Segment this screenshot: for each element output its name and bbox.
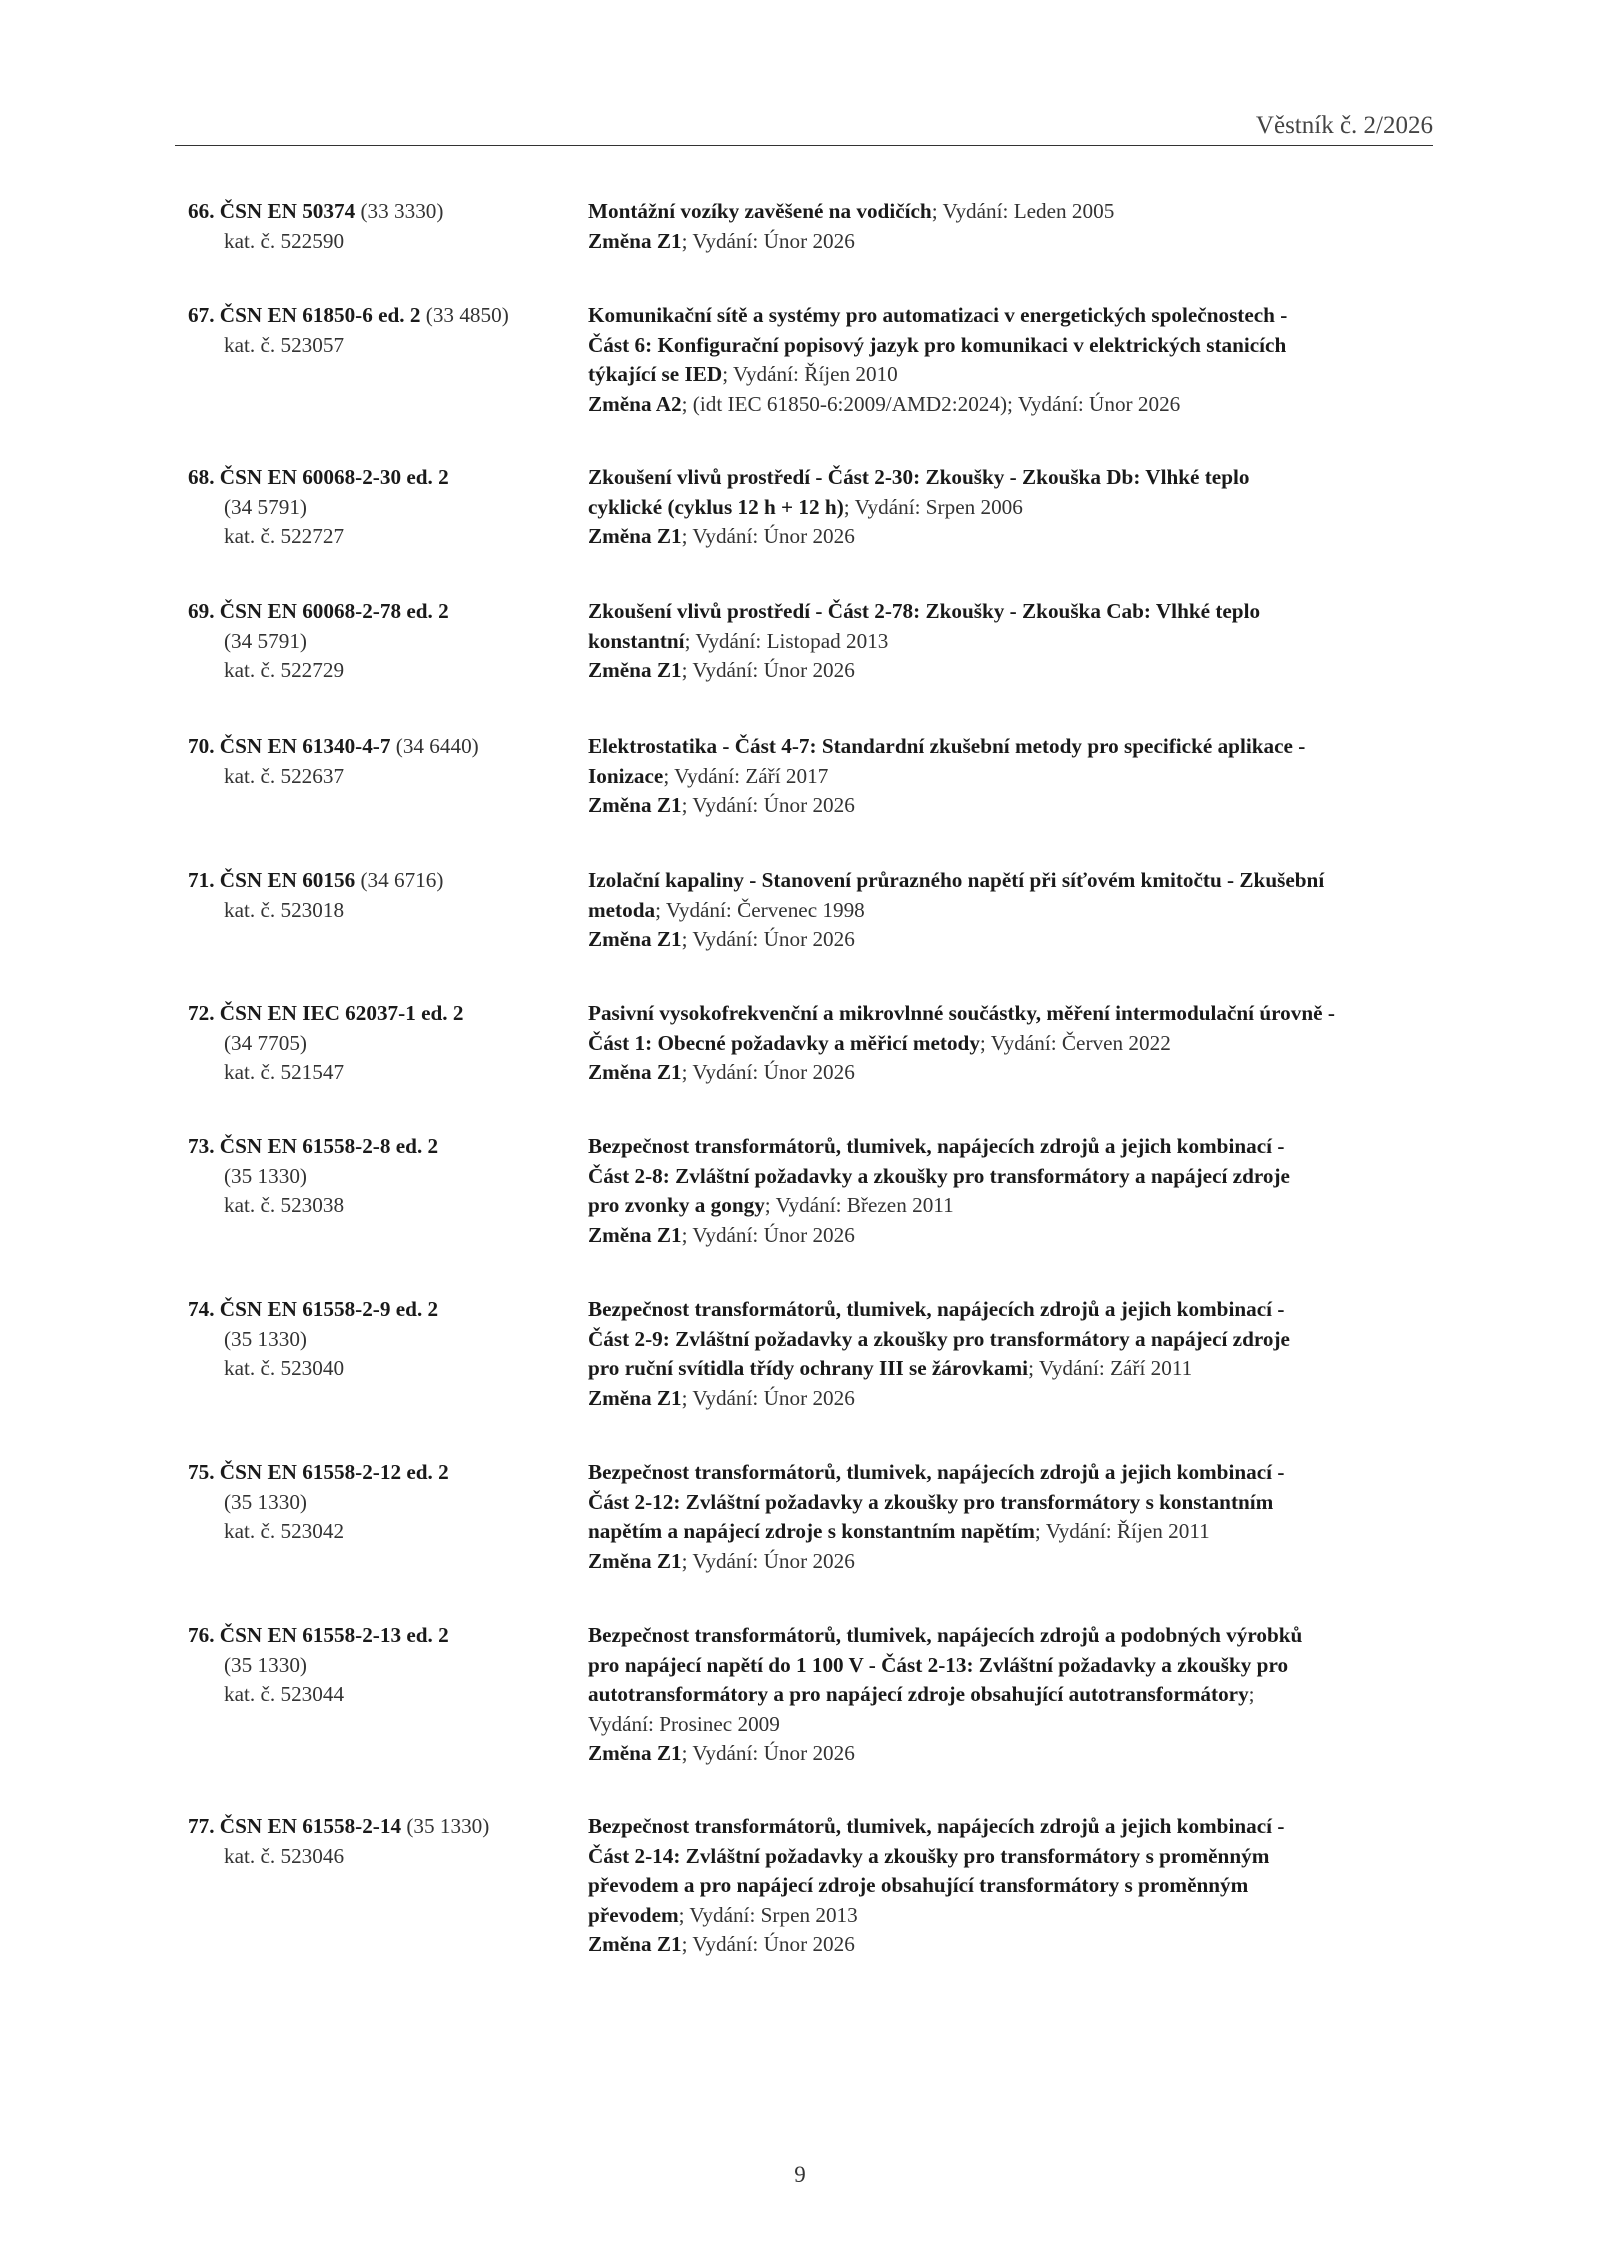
designation-line: [188, 732, 578, 762]
title-line: [588, 522, 1438, 552]
title-plain-text: ; (idt IEC 61850-6:2009/AMD2:2024); Vydání: Únor 2026: [681, 391, 1181, 416]
title-bold-text: Zkoušení vlivů prostředí - Část 2-30: Zkoušky - Zkouška Db: Vlhké teplo: [588, 465, 1250, 489]
designation-detail: (34 7705): [224, 1030, 307, 1055]
title-bold-text: Změna Z1: [588, 927, 682, 951]
title-bold-text: metoda: [588, 897, 656, 922]
title-bold-text: Změna Z1: [588, 1060, 682, 1084]
designation-detail: kat. č. 523046: [224, 1843, 345, 1868]
standard-designation: [188, 1295, 578, 1384]
title-line: [588, 1221, 1438, 1251]
title-line: [588, 1191, 1438, 1221]
title-bold-text: Část 2-9: Zvláštní požadavky a zkoušky pro transformátory a napájecí zdroje: [588, 1326, 1290, 1351]
standard-designation: [188, 732, 578, 791]
title-bold-text: Izolační kapaliny - Stanovení průrazného napětí při síťovém kmitočtu - Zkušební: [588, 868, 1325, 892]
standard-title: [588, 1295, 1438, 1413]
title-plain-text: ; Vydání: Únor 2026: [681, 1385, 855, 1410]
title-line: [588, 597, 1438, 627]
title-line: [588, 1547, 1438, 1577]
standard-code: ČSN EN 60156: [219, 868, 356, 892]
standard-code: ČSN EN 61558-2-8 ed. 2: [219, 1134, 439, 1158]
title-bold-text: Část 2-8: Zvláštní požadavky a zkoušky pro transformátory a napájecí zdroje: [588, 1163, 1290, 1188]
title-line: [588, 1930, 1438, 1960]
title-bold-text: pro napájecí napětí do 1 100 V - Část 2-13: Zvláštní požadavky a zkoušky pro: [588, 1652, 1289, 1677]
title-bold-text: Změna Z1: [588, 1548, 682, 1573]
title-line: [588, 1812, 1438, 1842]
title-bold-text: Bezpečnost transformátorů, tlumivek, napájecích zdrojů a podobných výrobků: [588, 1623, 1303, 1647]
title-line: [588, 463, 1438, 493]
title-plain-text: ; Vydání: Září 2011: [1028, 1356, 1193, 1380]
title-bold-text: Bezpečnost transformátorů, tlumivek, napájecích zdrojů a jejich kombinací -: [588, 1134, 1285, 1158]
standard-code: ČSN EN 61340-4-7: [219, 734, 391, 758]
entry-number: 74.: [188, 1297, 215, 1321]
title-bold-text: Změna Z1: [588, 228, 682, 253]
title-bold-text: pro ruční svítidla třídy ochrany III se žárovkami: [588, 1356, 1029, 1380]
designation-line: [188, 1812, 578, 1842]
title-bold-text: cyklické (cyklus 12 h + 12 h): [588, 494, 844, 519]
standard-title: [588, 1132, 1438, 1250]
entry-number: 77.: [188, 1814, 215, 1838]
designation-line: [188, 866, 578, 896]
standard-designation: [188, 999, 578, 1088]
designation-detail: kat. č. 523044: [224, 1682, 345, 1706]
title-line: [588, 1651, 1438, 1681]
title-line: [588, 999, 1438, 1029]
title-plain-text: ; Vydání: Únor 2026: [681, 1741, 855, 1765]
title-line: [588, 925, 1438, 955]
title-line: [588, 866, 1438, 896]
title-bold-text: Bezpečnost transformátorů, tlumivek, napájecích zdrojů a jejich kombinací -: [588, 1460, 1285, 1484]
title-bold-text: Část 2-14: Zvláštní požadavky a zkoušky pro transformátory s proměnným: [588, 1843, 1270, 1868]
title-bold-text: Pasivní vysokofrekvenční a mikrovlnné součástky, měření intermodulační úrovně -: [588, 1001, 1335, 1025]
title-line: [588, 301, 1438, 331]
designation-line: [188, 301, 578, 331]
designation-line: [188, 463, 578, 493]
designation-line: [188, 1132, 578, 1162]
title-line: [588, 1295, 1438, 1325]
title-plain-text: ; Vydání: Leden 2005: [931, 199, 1115, 223]
designation-detail: kat. č. 521547: [224, 1060, 345, 1084]
designation-detail: kat. č. 523040: [224, 1356, 345, 1380]
title-plain-text: ; Vydání: Srpen 2006: [843, 494, 1023, 519]
designation-detail: kat. č. 523038: [224, 1193, 345, 1217]
title-plain-text: ; Vydání: Únor 2026: [681, 1548, 855, 1573]
standard-code: ČSN EN 61558-2-13 ed. 2: [219, 1623, 449, 1647]
designation-detail: kat. č. 522590: [224, 228, 345, 253]
title-bold-text: Bezpečnost transformátorů, tlumivek, napájecích zdrojů a jejich kombinací -: [588, 1814, 1285, 1838]
title-bold-text: pro zvonky a gongy: [588, 1193, 765, 1217]
title-bold-text: Elektrostatika - Část 4-7: Standardní zkušební metody pro specifické aplikace -: [588, 734, 1306, 758]
title-line: [588, 1842, 1438, 1872]
title-line: [588, 1325, 1438, 1355]
title-line: [588, 896, 1438, 926]
designation-line: [188, 1621, 578, 1651]
title-line: [588, 1384, 1438, 1414]
standard-designation: [188, 463, 578, 552]
standard-title: [588, 597, 1438, 686]
title-plain-text: Vydání: Prosinec 2009: [588, 1711, 780, 1736]
title-bold-text: Změna Z1: [588, 524, 682, 548]
standard-designation: [188, 1132, 578, 1221]
page-number: 9: [794, 2162, 806, 2187]
designation-detail: kat. č. 522727: [224, 524, 345, 548]
title-plain-text: ;: [1248, 1682, 1255, 1706]
designation-detail: (35 1330): [224, 1163, 307, 1188]
standard-code: ČSN EN 60068-2-30 ed. 2: [219, 465, 449, 489]
title-bold-text: Část 1: Obecné požadavky a měřicí metody: [588, 1030, 980, 1055]
title-plain-text: ; Vydání: Září 2017: [663, 763, 829, 788]
designation-detail: kat. č. 522637: [224, 763, 345, 788]
title-plain-text: ; Vydání: Červen 2022: [979, 1030, 1171, 1055]
entry-number: 69.: [188, 599, 215, 623]
title-line: [588, 360, 1438, 390]
standard-title: [588, 1621, 1438, 1769]
standard-designation: [188, 597, 578, 686]
entry-number: 67.: [188, 303, 215, 327]
title-bold-text: Ionizace: [588, 763, 664, 788]
title-bold-text: Změna Z1: [588, 1741, 682, 1765]
standard-designation: [188, 1458, 578, 1547]
title-line: [588, 1621, 1438, 1651]
header-divider: [175, 145, 1433, 146]
title-plain-text: ; Vydání: Březen 2011: [764, 1193, 954, 1217]
standard-code: ČSN EN 50374: [219, 199, 356, 223]
standard-title: [588, 999, 1438, 1088]
title-bold-text: Změna Z1: [588, 1222, 682, 1247]
title-bold-text: napětím a napájecí zdroje s konstantním napětím: [588, 1519, 1035, 1543]
title-line: [588, 1871, 1438, 1901]
title-line: [588, 1901, 1438, 1931]
title-line: [588, 197, 1438, 227]
standard-code: ČSN EN 60068-2-78 ed. 2: [219, 599, 449, 623]
title-plain-text: ; Vydání: Únor 2026: [681, 793, 855, 817]
title-line: [588, 331, 1438, 361]
title-bold-text: Změna Z1: [588, 658, 682, 682]
designation-detail: kat. č. 523018: [224, 897, 345, 922]
title-bold-text: Bezpečnost transformátorů, tlumivek, napájecích zdrojů a jejich kombinací -: [588, 1297, 1285, 1321]
title-line: [588, 1162, 1438, 1192]
title-plain-text: ; Vydání: Únor 2026: [681, 228, 855, 253]
standard-code: ČSN EN 61850-6 ed. 2: [219, 303, 421, 327]
standard-title: [588, 463, 1438, 552]
title-bold-text: Část 6: Konfigurační popisový jazyk pro komunikaci v elektrických stanicích: [588, 332, 1287, 357]
title-line: [588, 390, 1438, 420]
standard-title: [588, 197, 1438, 256]
designation-line: [188, 597, 578, 627]
designation-line: [188, 1458, 578, 1488]
title-line: [588, 1488, 1438, 1518]
title-line: [588, 791, 1438, 821]
title-line: [588, 1354, 1438, 1384]
title-line: [588, 1739, 1438, 1769]
standard-title: [588, 732, 1438, 821]
title-line: [588, 1458, 1438, 1488]
designation-line: [188, 197, 578, 227]
title-bold-text: týkající se IED: [588, 362, 723, 386]
title-bold-text: Zkoušení vlivů prostředí - Část 2-78: Zkoušky - Zkouška Cab: Vlhké teplo: [588, 599, 1261, 623]
classification-code: (33 4850): [420, 303, 509, 327]
title-plain-text: ; Vydání: Srpen 2013: [678, 1902, 858, 1927]
title-plain-text: ; Vydání: Únor 2026: [681, 1060, 855, 1084]
classification-code: (34 6716): [355, 868, 444, 892]
title-plain-text: ; Vydání: Únor 2026: [681, 658, 855, 682]
title-line: [588, 656, 1438, 686]
designation-line: [188, 999, 578, 1029]
title-plain-text: ; Vydání: Únor 2026: [681, 927, 855, 951]
entry-number: 66.: [188, 199, 215, 223]
designation-detail: kat. č. 523057: [224, 332, 345, 357]
title-line: [588, 732, 1438, 762]
title-bold-text: autotransformátory a pro napájecí zdroje obsahující autotransformátory: [588, 1682, 1249, 1706]
standard-title: [588, 1458, 1438, 1576]
designation-detail: (34 5791): [224, 628, 307, 653]
designation-detail: (35 1330): [224, 1652, 307, 1677]
title-plain-text: ; Vydání: Říjen 2011: [1034, 1519, 1210, 1543]
title-line: [588, 1132, 1438, 1162]
title-bold-text: převodem: [588, 1902, 679, 1927]
title-plain-text: ; Vydání: Červenec 1998: [655, 897, 865, 922]
classification-code: (34 6440): [390, 734, 479, 758]
standard-title: [588, 1812, 1438, 1960]
page-header-title: Věstník č. 2/2026: [1255, 112, 1433, 139]
standard-designation: [188, 197, 578, 256]
title-bold-text: Změna Z1: [588, 1932, 682, 1956]
entry-number: 76.: [188, 1623, 215, 1647]
title-plain-text: ; Vydání: Únor 2026: [681, 1222, 855, 1247]
title-line: [588, 1029, 1438, 1059]
title-bold-text: Změna A2: [588, 391, 682, 416]
standard-code: ČSN EN 61558-2-14: [219, 1814, 402, 1838]
entry-number: 70.: [188, 734, 215, 758]
title-plain-text: ; Vydání: Únor 2026: [681, 1932, 855, 1956]
title-bold-text: konstantní: [588, 628, 685, 653]
title-bold-text: Komunikační sítě a systémy pro automatizaci v energetických společnostech -: [588, 303, 1288, 327]
designation-line: [188, 1295, 578, 1325]
standard-designation: [188, 866, 578, 925]
standard-designation: [188, 1621, 578, 1710]
standard-designation: [188, 1812, 578, 1871]
title-line: [588, 1710, 1438, 1740]
title-line: [588, 493, 1438, 523]
entry-number: 71.: [188, 868, 215, 892]
title-bold-text: Část 2-12: Zvláštní požadavky a zkoušky pro transformátory s konstantním: [588, 1489, 1274, 1514]
title-line: [588, 1517, 1438, 1547]
title-bold-text: Montážní vozíky zavěšené na vodičích: [588, 199, 932, 223]
title-line: [588, 227, 1438, 257]
classification-code: (35 1330): [401, 1814, 490, 1838]
entry-number: 73.: [188, 1134, 215, 1158]
classification-code: (33 3330): [355, 199, 444, 223]
standard-code: ČSN EN IEC 62037-1 ed. 2: [219, 1001, 464, 1025]
designation-detail: (34 5791): [224, 494, 307, 519]
title-line: [588, 627, 1438, 657]
standard-code: ČSN EN 61558-2-12 ed. 2: [219, 1460, 449, 1484]
title-plain-text: ; Vydání: Říjen 2010: [722, 362, 898, 386]
designation-detail: kat. č. 523042: [224, 1519, 345, 1543]
title-plain-text: ; Vydání: Listopad 2013: [684, 628, 889, 653]
designation-detail: (35 1330): [224, 1489, 307, 1514]
title-plain-text: ; Vydání: Únor 2026: [681, 524, 855, 548]
title-bold-text: Změna Z1: [588, 793, 682, 817]
title-line: [588, 1680, 1438, 1710]
title-bold-text: Změna Z1: [588, 1385, 682, 1410]
entry-number: 75.: [188, 1460, 215, 1484]
title-line: [588, 1058, 1438, 1088]
designation-detail: (35 1330): [224, 1326, 307, 1351]
entry-number: 68.: [188, 465, 215, 489]
standard-title: [588, 301, 1438, 419]
title-bold-text: převodem a pro napájecí zdroje obsahující transformátory s proměnným: [588, 1873, 1249, 1897]
designation-detail: kat. č. 522729: [224, 658, 345, 682]
entry-number: 72.: [188, 1001, 215, 1025]
standard-designation: [188, 301, 578, 360]
standard-title: [588, 866, 1438, 955]
title-line: [588, 762, 1438, 792]
standard-code: ČSN EN 61558-2-9 ed. 2: [219, 1297, 439, 1321]
